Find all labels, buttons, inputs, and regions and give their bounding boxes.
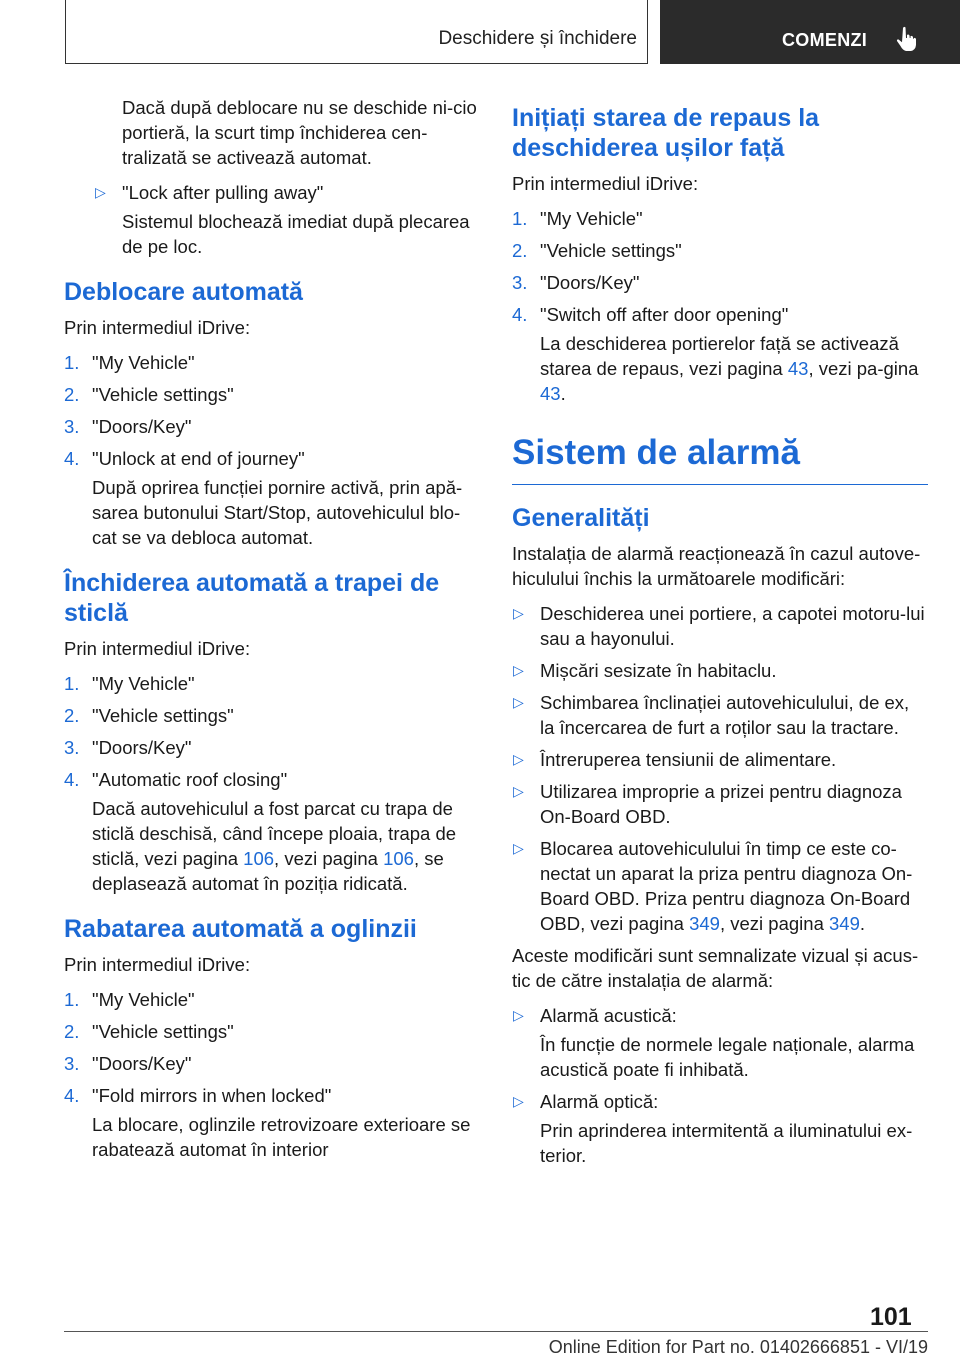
step-text: "Fold mirrors in when locked": [92, 1085, 332, 1106]
triangle-bullet-icon: ▷: [513, 662, 524, 678]
list-item: [94, 180, 478, 259]
step-number: 1.: [64, 673, 80, 694]
right-column: [512, 95, 928, 1175]
section-heading: Deblocare automată: [64, 278, 303, 306]
step-text: "Vehicle settings": [92, 384, 234, 405]
hand-pointer-icon: [895, 26, 919, 52]
bullet-item: [512, 658, 928, 683]
bullet-item: [512, 779, 928, 829]
page-link[interactable]: 43: [787, 358, 809, 379]
bullet-text: Deschiderea unei portiere, a capotei motoru-lui sau a hayonului.: [540, 603, 925, 649]
step-item: [64, 735, 478, 760]
triangle-bullet-icon: ▷: [513, 840, 524, 856]
step-text: "Doors/Key": [540, 272, 640, 293]
step-number: 2.: [64, 705, 80, 726]
triangle-bullet-icon: ▷: [513, 1093, 524, 1109]
bullet-description: Prin aprinderea intermitentă a iluminatului ex-terior.: [540, 1120, 913, 1166]
section-heading: Generalități: [512, 504, 650, 532]
desc-text: , vezi pa-gina: [808, 358, 919, 379]
step-text: "Vehicle settings": [92, 1021, 234, 1042]
step-text: "My Vehicle": [92, 352, 195, 373]
step-description: [540, 331, 928, 406]
bullet-text: Alarmă optică:: [540, 1091, 659, 1112]
section-intro: Prin intermediul iDrive:: [64, 317, 251, 338]
step-item: [64, 414, 478, 439]
page-link[interactable]: 43: [540, 383, 561, 404]
step-text: "Vehicle settings": [92, 705, 234, 726]
bullet-text: Schimbarea înclinației autovehiculului, de ex, la încercarea de furt a roților sau la tractare.: [540, 692, 910, 738]
step-number: 3.: [64, 1053, 80, 1074]
chapter-tab-label: COMENZI: [782, 30, 868, 50]
step-text: "Vehicle settings": [540, 240, 682, 261]
step-number: 1.: [64, 352, 80, 373]
desc-text: Dacă autovehiculul a fost parcat cu trapa de sticlă deschisă, când începe ploaia, trapa de sticlă, vezi pagina: [92, 798, 457, 869]
section-heading: Inițiați starea de repaus la deschiderea ușilor față: [512, 104, 820, 162]
menu-path: "Lock after pulling away": [122, 182, 324, 203]
step-number: 1.: [512, 208, 528, 229]
bullet-item: [512, 601, 928, 651]
triangle-bullet-icon: ▷: [95, 184, 106, 200]
step-number: 4.: [512, 304, 528, 325]
page-number: 101: [870, 1303, 912, 1331]
step-text: "My Vehicle": [92, 673, 195, 694]
bullet-text: Utilizarea improprie a prizei pentru diagnoza On-Board OBD.: [540, 781, 902, 827]
step-description: [92, 796, 478, 896]
step-number: 2.: [64, 384, 80, 405]
bullet-text: Mișcări sesizate în habitaclu.: [540, 660, 777, 681]
step-number: 4.: [64, 448, 80, 469]
bullet-item: [512, 690, 928, 740]
step-number: 2.: [512, 240, 528, 261]
triangle-bullet-icon: ▷: [513, 783, 524, 799]
bullet-text: Alarmă acustică:: [540, 1005, 677, 1026]
page-link[interactable]: 106: [383, 848, 414, 869]
auto-lock-intro: Dacă după deblocare nu se deschide ni-cio portieră, la scurt timp închiderea cen-tralizată se activează automat.: [122, 97, 477, 168]
page-link[interactable]: 349: [689, 913, 720, 934]
section-intro: Instalația de alarmă reacționează în cazul autove-hiculului închis la următoarele modificări:: [512, 543, 921, 589]
step-number: 3.: [64, 416, 80, 437]
step-text: "My Vehicle": [92, 989, 195, 1010]
left-column: [64, 95, 478, 1169]
footer-divider: [64, 1331, 928, 1332]
edition-footer: Online Edition for Part no. 01402666851 - VI/19: [548, 1337, 928, 1357]
step-item: [64, 1083, 478, 1162]
section-intro: Prin intermediul iDrive:: [512, 173, 699, 194]
section-intro: Prin intermediul iDrive:: [64, 954, 251, 975]
step-item: [64, 382, 478, 407]
section-heading: Închiderea automată a trapei de sticlă: [64, 569, 440, 627]
desc-text: .: [560, 383, 566, 404]
page-link[interactable]: 106: [243, 848, 275, 869]
step-number: 3.: [64, 737, 80, 758]
step-text: "Doors/Key": [92, 737, 192, 758]
desc-text: La deschiderea portierelor față se activează starea de repaus, vezi pagina: [540, 333, 899, 379]
signal-intro: Aceste modificări sunt semnalizate vizual și acus-tic de către instalația de alarmă:: [512, 945, 919, 991]
chapter-heading: Sistem de alarmă: [512, 432, 928, 485]
step-number: 4.: [64, 769, 80, 790]
step-description: La blocare, oglinzile retrovizoare exterioare se rabatează automat în interior: [92, 1114, 471, 1160]
item-description: Sistemul blochează imediat după plecarea de pe loc.: [122, 211, 470, 257]
bullet-item: [512, 836, 928, 936]
step-item: [64, 703, 478, 728]
step-item: [64, 767, 478, 896]
step-item: [64, 987, 478, 1012]
bullet-text: Blocarea autovehiculului în timp ce este co-nectat un aparat la priza pentru diagnoza On-Board OBD. Priza pentru diagnoza On-Board OBD, vezi pagina: [540, 838, 913, 934]
step-item: [64, 1051, 478, 1076]
step-item: [512, 270, 928, 295]
step-text: "Doors/Key": [92, 1053, 192, 1074]
step-description: După oprirea funcției pornire activă, prin apă-sarea butonului Start/Stop, autovehiculul blo-cat se va debloca automat.: [92, 477, 463, 548]
triangle-bullet-icon: ▷: [513, 751, 524, 767]
bullet-item: [512, 1003, 928, 1082]
step-item: [512, 206, 928, 231]
page-link[interactable]: 349: [829, 913, 860, 934]
step-text: "Doors/Key": [92, 416, 192, 437]
step-text: "Unlock at end of journey": [92, 448, 305, 469]
step-text: "My Vehicle": [540, 208, 643, 229]
step-item: [64, 350, 478, 375]
section-intro: Prin intermediul iDrive:: [64, 638, 251, 659]
desc-text: , vezi pagina: [274, 848, 384, 869]
step-item: [64, 671, 478, 696]
bullet-text: .: [859, 913, 866, 934]
bullet-text: Întreruperea tensiunii de alimentare.: [540, 749, 837, 770]
step-text: "Automatic roof closing": [92, 769, 288, 790]
section-title: Deschidere și închidere: [438, 28, 637, 49]
bullet-text: , vezi pagina: [719, 913, 829, 934]
step-item: [512, 238, 928, 263]
step-item: [64, 446, 478, 550]
step-number: 2.: [64, 1021, 80, 1042]
step-text: "Switch off after door opening": [540, 304, 789, 325]
bullet-description: În funcție de normele legale naționale, alarma acustică poate fi inhibată.: [540, 1034, 915, 1080]
section-heading: Rabatarea automată a oglinzii: [64, 915, 417, 943]
desc-text: , se deplasează automat în poziția ridicată.: [92, 848, 444, 894]
step-item: [512, 302, 928, 406]
triangle-bullet-icon: ▷: [513, 605, 524, 621]
bullet-item: [512, 1089, 928, 1168]
triangle-bullet-icon: ▷: [513, 694, 524, 710]
step-item: [64, 1019, 478, 1044]
bullet-item: [512, 747, 928, 772]
step-number: 3.: [512, 272, 528, 293]
step-number: 1.: [64, 989, 80, 1010]
step-number: 4.: [64, 1085, 80, 1106]
triangle-bullet-icon: ▷: [513, 1007, 524, 1023]
